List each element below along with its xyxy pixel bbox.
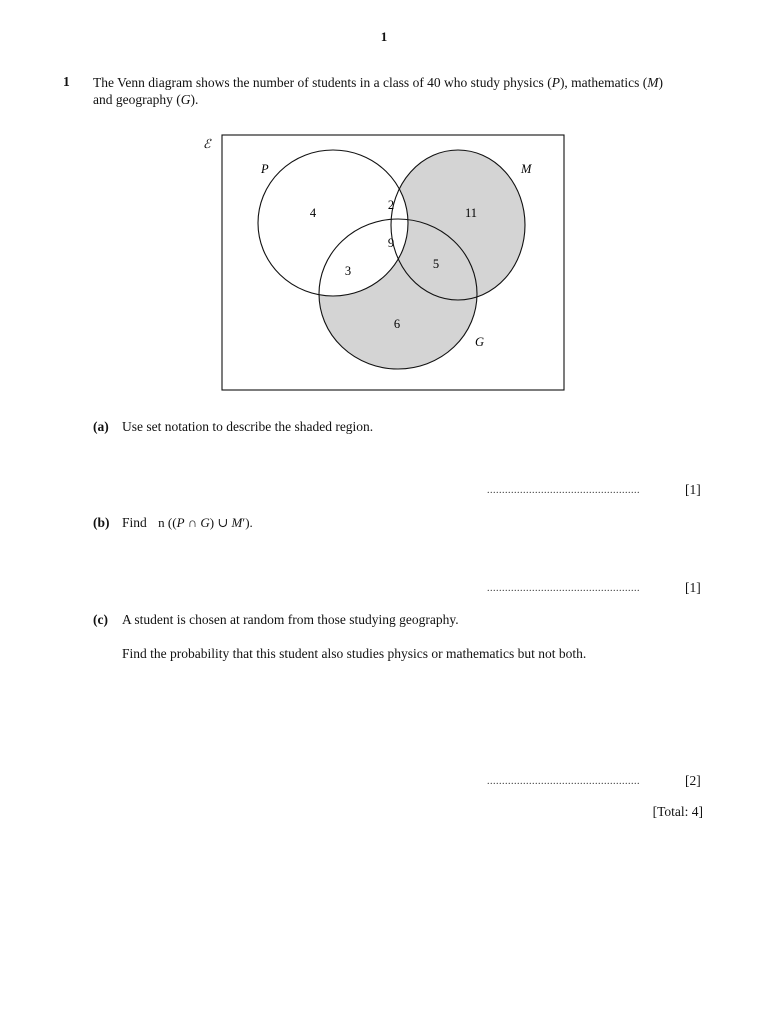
part-c-answer-line[interactable]: ................................................... <box>487 776 640 787</box>
question-number: 1 <box>63 74 70 89</box>
set-m-ref: M <box>647 75 659 90</box>
notation-cup: ) ∪ <box>209 515 232 530</box>
region-p-g-only: 3 <box>344 264 352 278</box>
part-c-mark: [2] <box>685 773 701 788</box>
stem-text: ), mathematics ( <box>559 75 648 90</box>
total-marks: [Total: 4] <box>652 804 703 819</box>
part-a-mark: [1] <box>685 482 701 497</box>
part-c-label: (c) <box>93 612 108 627</box>
part-b-label: (b) <box>93 515 110 530</box>
set-p-ref: P <box>551 75 560 90</box>
part-c-text1: A student is chosen at random from those studying geography. <box>122 612 459 627</box>
part-b-answer-line[interactable]: ................................................... <box>487 583 640 594</box>
label-p: P <box>261 162 269 176</box>
part-a-text: Use set notation to describe the shaded region. <box>122 419 374 434</box>
region-g-only: 6 <box>393 317 401 331</box>
region-m-only: 11 <box>464 206 478 220</box>
part-b-text <box>122 515 253 531</box>
part-b-notation <box>158 515 253 530</box>
shaded-region <box>258 150 525 369</box>
label-m: M <box>521 162 532 176</box>
notation-g: G <box>200 515 210 530</box>
part-a-label: (a) <box>93 419 109 434</box>
part-b-mark: [1] <box>685 580 701 595</box>
part-c-text2: Find the probability that this student also studies physics or mathematics but not both. <box>122 646 587 661</box>
region-p-only: 4 <box>309 206 317 220</box>
venn-diagram <box>199 133 569 395</box>
stem-text: The Venn diagram shows the number of students in a class of 40 who study physics ( <box>93 75 552 90</box>
notation-cap: ∩ <box>184 515 201 530</box>
notation-p: P <box>176 515 185 530</box>
question-stem <box>93 74 703 108</box>
part-a-answer-line[interactable]: ................................................... <box>487 485 640 496</box>
stem-text: and geography ( <box>93 92 181 107</box>
stem-text: ) <box>658 75 664 90</box>
stem-text: ). <box>190 92 199 107</box>
universal-symbol: ℰ <box>203 137 211 151</box>
notation-prime: ′). <box>242 515 253 530</box>
region-p-m-only: 2 <box>387 198 395 212</box>
page-number: 1 <box>380 29 388 44</box>
region-all-three: 9 <box>387 236 395 250</box>
set-g-ref: G <box>180 92 191 107</box>
label-g: G <box>475 335 485 349</box>
notation-m: M <box>231 515 243 530</box>
notation-n: n <box>158 515 165 530</box>
region-m-g-only: 5 <box>432 257 440 271</box>
part-b-find: Find <box>122 515 147 530</box>
notation-paren: (( <box>167 515 177 530</box>
